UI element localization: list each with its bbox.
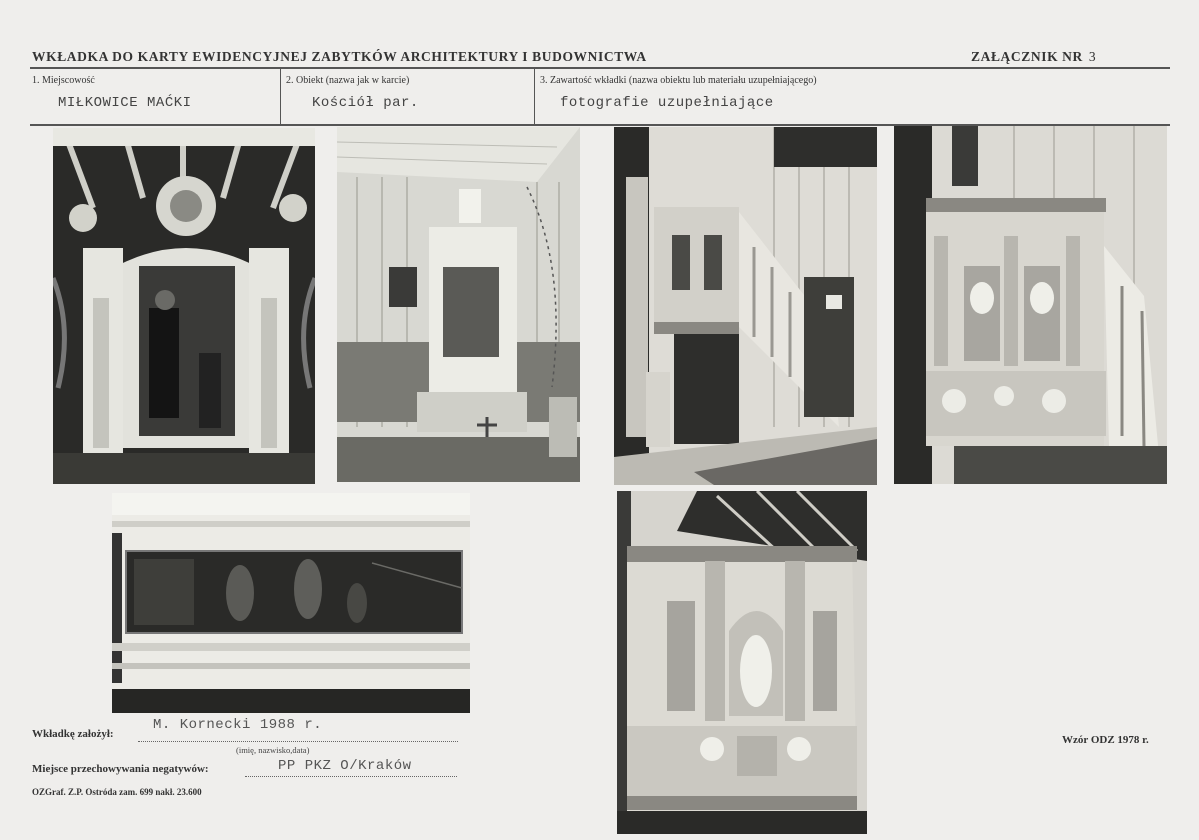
annex-number: 3	[1088, 49, 1097, 64]
annex-label-text: ZAŁĄCZNIK NR	[971, 49, 1083, 64]
photo-pulpit-closeup	[894, 126, 1167, 484]
photo-side-altar	[337, 127, 580, 482]
author-hint: (imię, nazwisko,data)	[236, 745, 310, 755]
author-value: M. Kornecki 1988 r.	[153, 717, 323, 733]
annex-label	[971, 49, 1096, 65]
author-dotted-line	[138, 741, 458, 742]
field-divider-2	[534, 68, 535, 125]
storage-value: PP PKZ O/Kraków	[278, 758, 412, 774]
form-title: WKŁADKA DO KARTY EWIDENCYJNEJ ZABYTKÓW ARCHITEKTURY I BUDOWNICTWA	[32, 49, 647, 64]
content-value: fotografie uzupełniające	[560, 95, 774, 111]
form-model: Wzór ODZ 1978 r.	[1062, 734, 1149, 746]
printer-imprint: OZGraf. Z.P. Ostróda zam. 699 nakł. 23.600	[32, 787, 202, 797]
header-rule	[30, 67, 1170, 69]
storage-dotted-line	[245, 776, 457, 777]
place-value: MIŁKOWICE MAĆKI	[58, 95, 192, 111]
photo-pulpit-stairs	[614, 127, 877, 485]
storage-label: Miejsce przechowywania negatywów:	[32, 763, 209, 775]
place-label: 1. Miejscowość	[32, 75, 95, 86]
content-label: 3. Zawartość wkładki (nazwa obiektu lub materiału uzupełniającego)	[540, 75, 817, 86]
object-label: 2. Obiekt (nazwa jak w karcie)	[286, 75, 410, 86]
photo-predella-painting	[112, 493, 470, 713]
author-label: Wkładkę założył:	[32, 728, 114, 740]
photo-main-altar	[53, 128, 315, 484]
photo-pulpit-carvings	[617, 491, 867, 834]
field-divider-1	[280, 68, 281, 125]
object-value: Kościół par.	[312, 95, 419, 111]
